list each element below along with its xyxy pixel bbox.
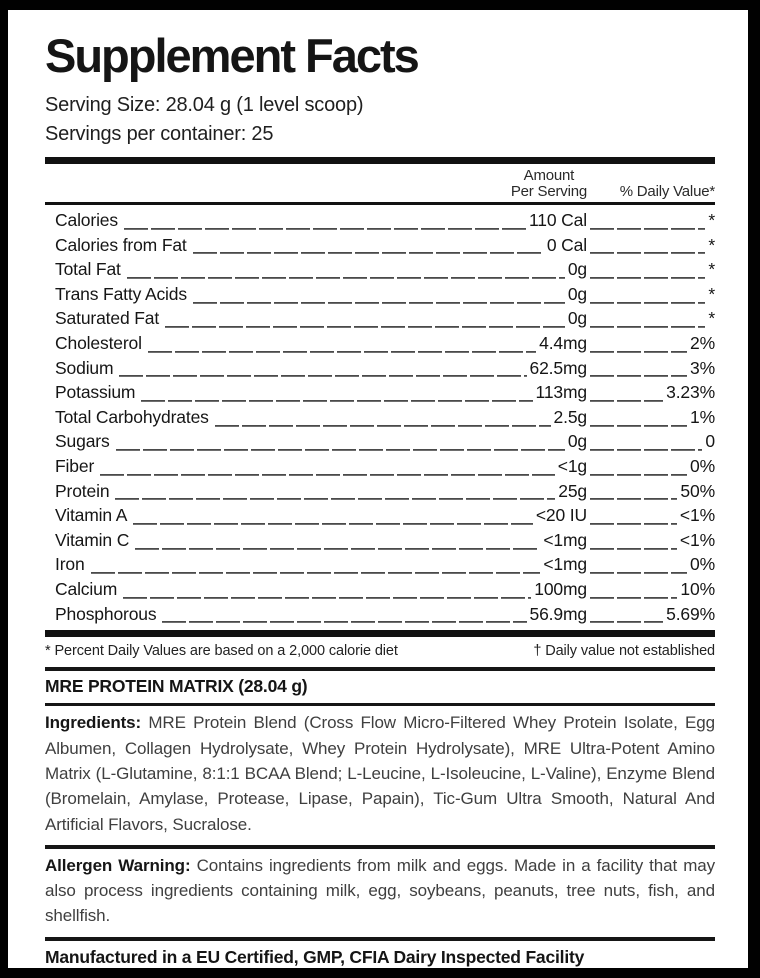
nutrient-daily-value: 3.23% <box>666 382 715 403</box>
nutrient-daily-value: 5.69% <box>666 603 715 624</box>
nutrient-row <box>45 331 715 356</box>
nutrient-daily-value: 1% <box>690 406 715 427</box>
daily-value-cell <box>587 405 715 430</box>
daily-value-cell <box>587 233 715 258</box>
nutrient-daily-value: 2% <box>690 332 715 353</box>
nutrient-daily-value: 0 <box>705 431 715 452</box>
leader-line <box>590 233 705 258</box>
nutrient-amount: 0g <box>567 308 587 329</box>
nutrient-row <box>45 233 715 258</box>
nutrient-daily-value: * <box>708 259 715 280</box>
nutrient-amount: 0g <box>567 431 587 452</box>
divider-thick-bottom <box>45 630 715 637</box>
nutrient-name: Saturated Fat <box>55 308 160 329</box>
nutrient-name: Total Carbohydrates <box>55 406 209 427</box>
nutrient-row <box>45 454 715 479</box>
nutrient-amount: 0g <box>567 283 587 304</box>
supplement-facts-panel <box>8 10 748 974</box>
daily-value-header: % Daily Value* <box>619 182 715 200</box>
leader-line <box>115 479 555 504</box>
nutrient-table <box>45 205 715 628</box>
nutrient-amount: <1mg <box>543 529 587 550</box>
leader-line <box>590 577 677 602</box>
nutrient-row <box>45 306 715 331</box>
leader-line <box>590 380 663 405</box>
leader-line <box>590 552 687 577</box>
leader-line <box>91 552 541 577</box>
leader-line <box>162 602 526 627</box>
daily-value-cell <box>587 257 715 282</box>
nutrient-amount: <1mg <box>543 554 587 575</box>
nutrient-daily-value: 3% <box>690 357 715 378</box>
daily-value-cell <box>587 331 715 356</box>
nutrient-daily-value: <1% <box>679 529 715 550</box>
leader-line <box>123 577 531 602</box>
nutrient-name: Trans Fatty Acids <box>55 283 187 304</box>
nutrient-daily-value: * <box>708 234 715 255</box>
ingredients-label: Ingredients: <box>45 713 142 733</box>
column-header-row <box>45 164 715 202</box>
servings-per-container: Servings per container: 25 <box>45 122 274 145</box>
ingredients-text: MRE Protein Blend (Cross Flow Micro-Filtered Whey Protein Isolate, Egg Albumen, Collagen Hydrolysate, Whey Protein Hydrolysate), MRE Ultra-Potent Amino Matrix (L-Glutamine, 8:1:1 BCAA Blend; L-Leucine, L-Isoleucine, L-Valine), Enzyme Blend (Bromelain, Amylase, Protease, Lipase, Papain), Tic-Gum Ultra Smooth, Natural And Artificial Flavors, Sucralose. <box>45 713 715 834</box>
nutrient-amount: 100mg <box>534 578 587 599</box>
nutrient-row <box>45 479 715 504</box>
nutrient-amount: 0 Cal <box>546 234 587 255</box>
nutrient-name: Sodium <box>55 357 114 378</box>
nutrient-row <box>45 577 715 602</box>
nutrient-name: Iron <box>55 554 85 575</box>
daily-value-cell <box>587 602 715 627</box>
leader-line <box>590 331 687 356</box>
nutrient-amount: 110 Cal <box>529 210 587 230</box>
allergen-paragraph <box>45 849 715 937</box>
nutrient-name: Calories from Fat <box>55 234 187 255</box>
nutrient-row <box>45 208 715 233</box>
leader-line <box>100 454 555 479</box>
manufactured-note: Manufactured in a EU Certified, GMP, CFIA Dairy Inspected Facility <box>45 947 585 968</box>
daily-value-cell <box>587 454 715 479</box>
nutrient-daily-value: 10% <box>680 578 715 599</box>
allergen-warning-text: Contains ingredients from milk and eggs. Made in a facility that may also process ingredients containing milk, egg, soybeans, peanuts, tree nuts, fish, and shellfish. <box>45 855 716 926</box>
leader-line <box>116 429 565 454</box>
leader-line <box>148 331 536 356</box>
daily-value-cell <box>587 282 715 307</box>
nutrient-row <box>45 405 715 430</box>
nutrient-row <box>45 257 715 282</box>
leader-line <box>141 380 532 405</box>
leader-line <box>124 208 526 233</box>
nutrient-name: Total Fat <box>55 259 121 280</box>
ingredients-paragraph <box>45 706 715 845</box>
nutrient-row <box>45 429 715 454</box>
daily-value-cell <box>587 306 715 331</box>
leader-line <box>590 479 677 504</box>
nutrient-daily-value: <1% <box>679 505 715 526</box>
daily-value-cell <box>587 503 715 528</box>
leader-line <box>193 233 544 258</box>
footnote-daily-values: * Percent Daily Values are based on a 2,000 calorie diet <box>45 643 398 660</box>
nutrient-amount: <20 IU <box>535 505 587 526</box>
daily-value-cell <box>587 552 715 577</box>
nutrient-daily-value: * <box>708 308 715 329</box>
nutrient-name: Vitamin A <box>55 505 128 526</box>
nutrient-daily-value: 50% <box>680 480 715 501</box>
nutrient-name: Protein <box>55 480 110 501</box>
leader-line <box>590 528 677 553</box>
leader-line <box>590 454 687 479</box>
nutrient-amount: 113mg <box>535 382 587 403</box>
nutrient-amount: 0g <box>567 259 587 280</box>
nutrient-amount: <1g <box>557 455 587 476</box>
nutrient-daily-value: 0% <box>690 554 715 575</box>
nutrient-amount: 4.4mg <box>539 332 587 353</box>
daily-value-cell <box>587 208 715 233</box>
nutrient-row <box>45 282 715 307</box>
leader-line <box>193 282 565 307</box>
nutrient-name: Phosphorous <box>55 603 157 624</box>
leader-line <box>590 208 705 233</box>
leader-line <box>127 257 565 282</box>
nutrient-amount: 56.9mg <box>529 603 587 624</box>
leader-line <box>590 503 677 528</box>
leader-line <box>165 306 565 331</box>
nutrient-row <box>45 380 715 405</box>
nutrient-name: Sugars <box>55 431 110 452</box>
daily-value-cell <box>587 577 715 602</box>
nutrient-daily-value: * <box>708 210 715 230</box>
footnote-not-established: † Daily value not established <box>533 643 715 660</box>
leader-line <box>590 405 687 430</box>
amount-header-line2: Per Serving <box>510 182 587 200</box>
nutrient-name: Vitamin C <box>55 529 130 550</box>
nutrient-daily-value: 0% <box>690 455 715 476</box>
nutrient-row <box>45 503 715 528</box>
leader-line <box>215 405 551 430</box>
serving-size: Serving Size: 28.04 g (1 level scoop) <box>45 94 364 116</box>
daily-value-cell <box>587 380 715 405</box>
leader-line <box>590 356 687 381</box>
leader-line <box>590 257 705 282</box>
divider-thick-top <box>45 157 715 164</box>
matrix-heading: MRE PROTEIN MATRIX (28.04 g) <box>45 675 308 696</box>
nutrient-amount: 25g <box>558 480 587 501</box>
nutrient-name: Calories <box>55 210 118 230</box>
leader-line <box>119 356 526 381</box>
leader-line <box>590 602 663 627</box>
daily-value-cell <box>587 429 715 454</box>
allergen-warning-label: Allergen Warning: <box>45 855 191 875</box>
nutrient-row <box>45 552 715 577</box>
nutrient-daily-value: * <box>708 283 715 304</box>
leader-line <box>590 282 705 307</box>
nutrient-row <box>45 602 715 627</box>
nutrient-row <box>45 528 715 553</box>
daily-value-cell <box>587 528 715 553</box>
leader-line <box>590 306 705 331</box>
amount-per-serving-header <box>511 168 587 199</box>
leader-line <box>133 503 533 528</box>
leader-line <box>135 528 540 553</box>
daily-value-cell <box>587 356 715 381</box>
nutrient-name: Fiber <box>55 455 95 476</box>
nutrient-name: Calcium <box>55 578 118 599</box>
panel-title: Supplement Facts <box>45 29 418 82</box>
nutrient-amount: 62.5mg <box>529 357 587 378</box>
nutrient-row <box>45 356 715 381</box>
nutrient-amount: 2.5g <box>553 406 587 427</box>
nutrient-name: Potassium <box>55 382 136 403</box>
nutrient-name: Cholesterol <box>55 332 142 353</box>
daily-value-cell <box>587 479 715 504</box>
footnote-row <box>45 637 715 667</box>
leader-line <box>590 429 702 454</box>
amount-header-line1: Amount <box>523 167 575 184</box>
